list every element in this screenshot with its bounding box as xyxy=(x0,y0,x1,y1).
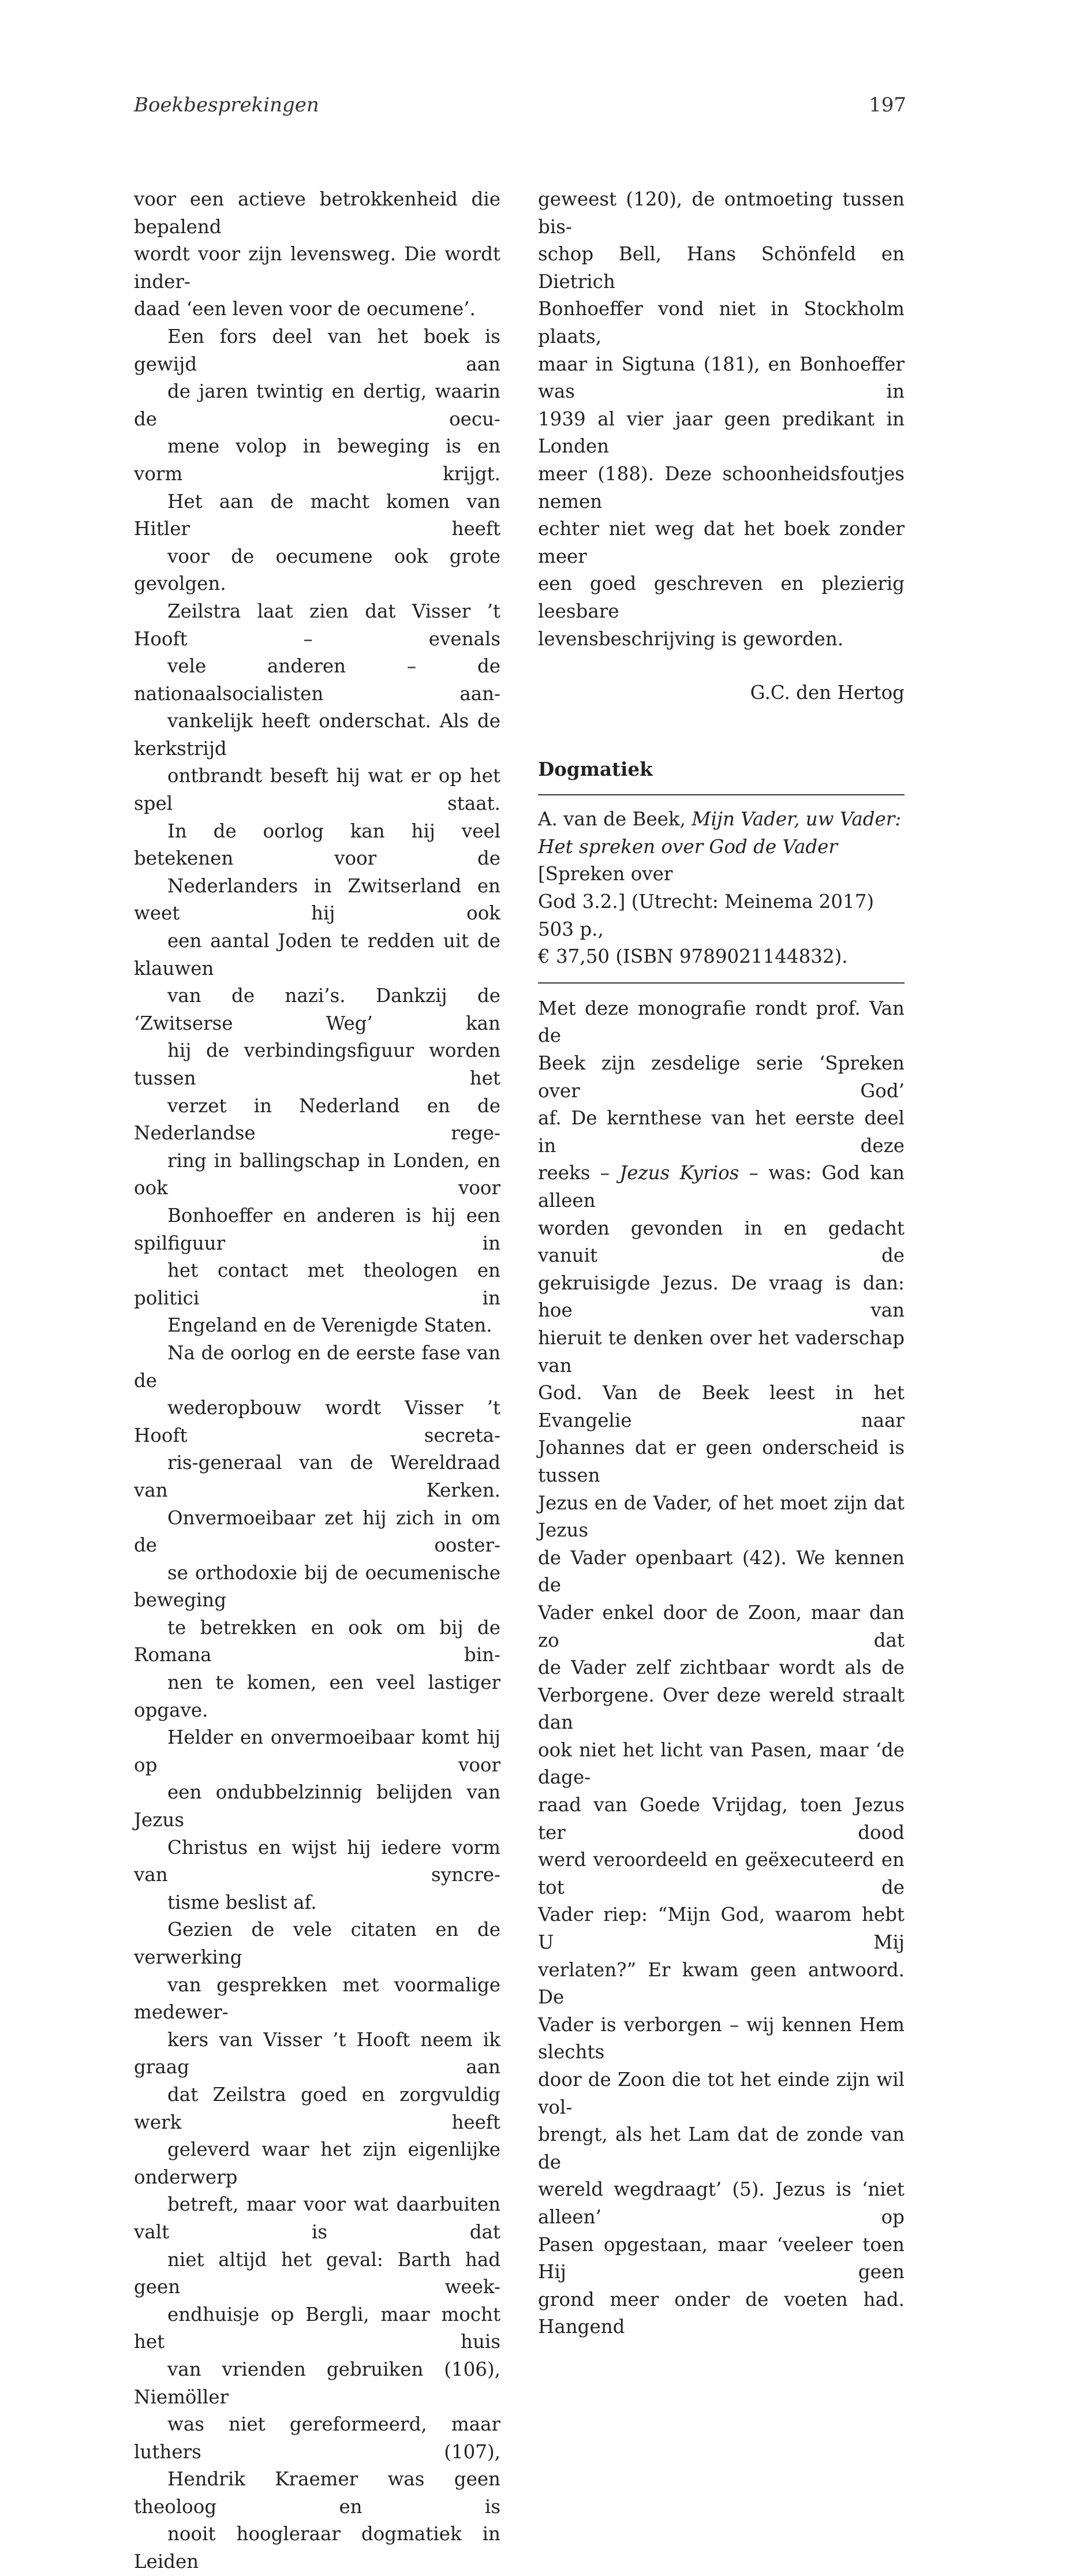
text-run: – was: God kan alleen xyxy=(538,1162,905,1212)
text-line: Onvermoeibaar zet hij zich in om de ooster- xyxy=(134,1506,500,1557)
text-line: nen te komen, een veel lastiger opgave. xyxy=(134,1672,500,1721)
running-head: Boekbesprekingen xyxy=(134,94,319,117)
text-line: betreft, maar voor wat daarbuiten valt is dat xyxy=(134,2193,500,2243)
text-line: raad van Goede Vrijdag, toen Jezus ter dood xyxy=(538,1794,905,1844)
text-line: te betrekken en ook om bij de Romana bin- xyxy=(134,1616,500,1666)
text-line: wereld wegdraagt’ (5). Jezus is ‘niet alleen’ op xyxy=(538,2178,905,2228)
rule-bottom xyxy=(538,982,905,984)
text-line: Vader is verborgen – wij kennen Hem slechts xyxy=(538,2013,905,2063)
text-line: geweest (120), de ontmoeting tussen bis- xyxy=(538,188,905,238)
rule-top xyxy=(538,794,905,795)
text-line: wederopbouw wordt Visser ’t Hooft secreta- xyxy=(134,1397,500,1446)
biblio-line-4: € 37,50 (ISBN 9789021144832). xyxy=(538,945,848,968)
italic-title: Jezus Kyrios xyxy=(619,1162,739,1184)
text-line: gekruisigde Jezus. De vraag is dan: hoe van xyxy=(538,1272,905,1322)
biblio-line-1 xyxy=(538,806,905,833)
text-line: door de Zoon die tot het einde zijn wil vol- xyxy=(538,2069,905,2118)
biblio-author: A. van de Beek, xyxy=(538,808,692,831)
text-line: endhuisje op Bergli, maar mocht het huis xyxy=(134,2303,500,2353)
text-line: nooit hoogleraar dogmatiek in Leiden xyxy=(134,2523,500,2573)
text-line: tisme beslist af. xyxy=(167,1891,317,1913)
text-line: kers van Visser ’t Hooft neem ik graag aan xyxy=(134,2028,500,2078)
text-line: een aantal Joden te redden uit de klauwen xyxy=(134,930,500,979)
text-line: Helder en onvermoeibaar komt hij op voor xyxy=(134,1726,500,1776)
text-line: Nederlanders in Zwitserland en weet hij ook xyxy=(134,874,500,925)
text-line: Bonhoeffer vond niet in Stockholm plaats, xyxy=(538,298,905,347)
review-paragraph xyxy=(538,995,905,2341)
biblio-series: [Spreken over xyxy=(538,863,673,885)
text-line: ring in ballingschap in Londen, en ook voor xyxy=(134,1149,500,1199)
text-line: Een fors deel van het boek is gewijd aan xyxy=(134,325,500,375)
text-line: voor de oecumene ook grote gevolgen. xyxy=(134,545,500,595)
text-line: schop Bell, Hans Schönfeld en Dietrich xyxy=(538,243,905,293)
text-line: een ondubbelzinnig belijden van Jezus xyxy=(134,1781,500,1831)
text-line: levensbeschrijving is geworden. xyxy=(538,627,844,650)
text-line: Hendrik Kraemer was geen theoloog en is xyxy=(134,2468,500,2518)
text-line: ontbrandt beseft hij wat er op het spel staat. xyxy=(134,765,500,815)
biblio-title-1: Mijn Vader, uw Vader: xyxy=(692,808,902,831)
text-line: was niet gereformeerd, maar luthers (107), xyxy=(134,2413,500,2463)
reviewer-signature: G.C. den Hertog xyxy=(750,682,905,704)
text-line: ook niet het licht van Pasen, maar ‘de dage- xyxy=(538,1738,905,1789)
review-line: Met deze monografie rondt prof. Van de xyxy=(538,997,905,1047)
text-line: se orthodoxie bij de oecumenische beweging xyxy=(134,1561,500,1612)
text-line: Vader riep: “Mijn God, waarom hebt U Mij xyxy=(538,1904,905,1954)
text-line: hieruit te denken over het vaderschap van xyxy=(538,1326,905,1377)
text-line: Verborgene. Over deze wereld straalt dan xyxy=(538,1684,905,1734)
text-line: werd veroordeeld en geëxecuteerd en tot de xyxy=(538,1849,905,1898)
text-line: In de oorlog kan hij veel betekenen voor de xyxy=(134,820,500,870)
section-heading: Dogmatiek xyxy=(538,757,653,780)
paragraph-3 xyxy=(134,1340,500,1916)
text-line: worden gevonden in en gedacht vanuit de xyxy=(538,1217,905,1267)
text-line: de Vader zelf zichtbaar wordt als de xyxy=(538,1657,905,1679)
text-line: Vader enkel door de Zoon, maar dan zo dat xyxy=(538,1601,905,1651)
text-line: Zeilstra laat zien dat Visser ’t Hooft – evenals xyxy=(134,600,500,650)
text-line: daad ‘een leven voor de oecumene’. xyxy=(134,298,476,320)
text-run: reeks – xyxy=(538,1162,620,1184)
biblio-title-2: Het spreken over God de Vader xyxy=(538,835,838,858)
text-line: Jezus en de Vader, of het moet zijn dat Jezus xyxy=(538,1491,905,1542)
paragraph-4 xyxy=(134,1916,500,2575)
page-number: 197 xyxy=(869,94,906,117)
bibliographic-entry xyxy=(538,806,905,971)
text-line: wordt voor zijn levensweg. Die wordt inder- xyxy=(134,243,500,293)
text-line: ris-generaal van de Wereldraad van Kerken. xyxy=(134,1452,500,1501)
text-line: verlaten?” Er kwam geen antwoord. De xyxy=(538,1958,905,2009)
text-line: van vrienden gebruiken (106), Niemöller xyxy=(134,2358,500,2408)
text-line: echter niet weg dat het boek zonder meer xyxy=(538,518,905,567)
text-line: hij de verbindingsfiguur worden tussen het xyxy=(134,1040,500,1089)
text-line: mene volop in beweging is en vorm krijgt. xyxy=(134,435,500,485)
biblio-line-3: God 3.2.] (Utrecht: Meinema 2017) 503 p., xyxy=(538,891,875,940)
text-line: vele anderen – de nationaalsocialisten aan- xyxy=(134,655,500,705)
text-line: de jaren twintig en dertig, waarin de oecu- xyxy=(134,380,500,430)
text-line: God. Van de Beek leest in het Evangelie naar xyxy=(538,1382,905,1431)
text-line: 1939 al vier jaar geen predikant in Londen xyxy=(538,407,905,458)
text-line: niet altijd het geval: Barth had geen week- xyxy=(134,2248,500,2298)
paragraph-continued xyxy=(538,186,905,653)
biblio-line-2 xyxy=(538,833,905,888)
paragraph-2 xyxy=(134,323,500,1340)
review-line xyxy=(538,1160,905,1214)
right-column xyxy=(538,186,905,2341)
text-line: Johannes dat er geen onderscheid is tussen xyxy=(538,1437,905,1486)
text-line: Engeland en de Verenigde Staten. xyxy=(167,1314,492,1337)
text-line: van de nazi’s. Dankzij de ‘Zwitserse Weg’ kan xyxy=(134,985,500,1034)
text-line: brengt, als het Lam dat de zonde van de xyxy=(538,2123,905,2173)
left-column xyxy=(134,186,500,2576)
text-line: een goed geschreven en plezierig leesbare xyxy=(538,573,905,622)
text-line: grond meer onder de voeten had. Hangend xyxy=(538,2288,905,2338)
text-line: maar in Sigtuna (181), en Bonhoeffer was in xyxy=(538,353,905,403)
text-line: Het aan de macht komen van Hitler heeft xyxy=(134,490,500,540)
text-line: dat Zeilstra goed en zorgvuldig werk heeft xyxy=(134,2083,500,2133)
text-line: van gesprekken met voormalige medewer- xyxy=(134,1973,500,2024)
review-lines-rest xyxy=(538,1215,905,2341)
review-line: Beek zijn zesdelige serie ‘Spreken over God’ xyxy=(538,1052,905,1102)
text-line: verzet in Nederland en de Nederlandse rege- xyxy=(134,1094,500,1145)
text-line: geleverd waar het zijn eigenlijke onderwerp xyxy=(134,2138,500,2188)
paragraph-1 xyxy=(134,186,500,323)
review-line: af. De kernthese van het eerste deel in deze xyxy=(538,1107,905,1157)
text-line: vankelijk heeft onderschat. Als de kerkstrijd xyxy=(134,710,500,760)
text-line: de Vader openbaart (42). We kennen de xyxy=(538,1546,905,1597)
text-line: Gezien de vele citaten en de verwerking xyxy=(134,1919,500,1968)
text-line: het contact met theologen en politici in xyxy=(134,1259,500,1309)
text-line: voor een actieve betrokkenheid die bepalend xyxy=(134,188,500,238)
text-line: Bonhoeffer en anderen is hij een spilfiguur in xyxy=(134,1204,500,1254)
text-line: meer (188). Deze schoonheidsfoutjes nemen xyxy=(538,462,905,513)
text-line: Pasen opgestaan, maar ‘veeleer toen Hij geen xyxy=(538,2233,905,2283)
text-line: Na de oorlog en de eerste fase van de xyxy=(134,1341,500,1392)
text-line: Christus en wijst hij iedere vorm van syncre- xyxy=(134,1836,500,1886)
